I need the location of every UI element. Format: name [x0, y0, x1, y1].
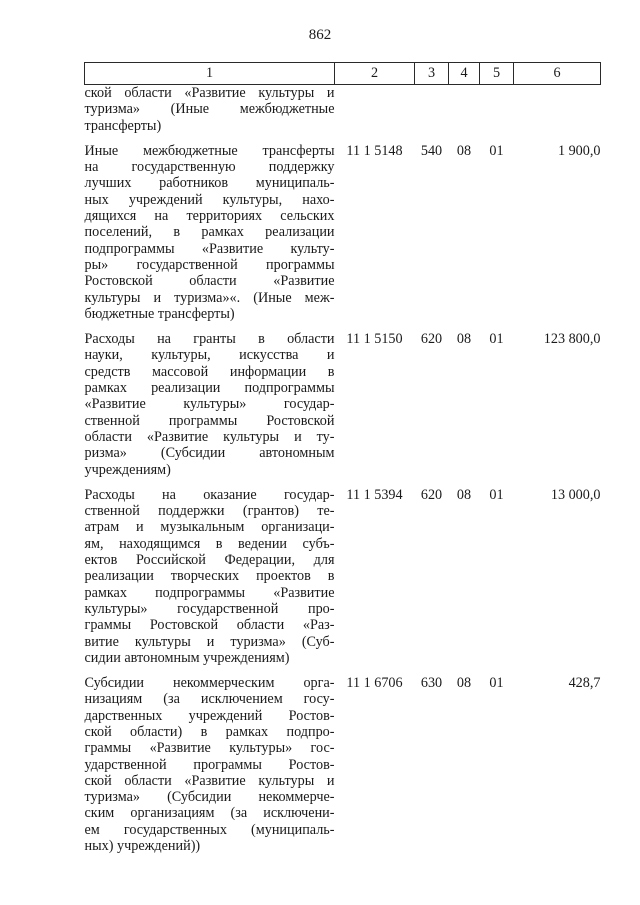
description-line: ных учреждений культуры, нахо- — [84, 191, 335, 208]
description-line: трансферты) — [84, 117, 162, 134]
description-line: дящихся на территориях сельских — [84, 208, 335, 225]
expense-description — [85, 134, 335, 322]
description-line: атрам и музыкальным организаци- — [84, 519, 335, 536]
expense-description — [85, 85, 335, 134]
expense-type-code: 620 — [420, 486, 443, 503]
table-row — [85, 666, 601, 854]
description-line: реализации творческих проектов в — [84, 568, 335, 585]
description-line: культуры» государственной про- — [84, 600, 335, 617]
target-article-code: 11 1 5150 — [346, 331, 403, 348]
amount-value: 123 800,0 — [543, 331, 601, 348]
description-line: ственной программы Ростовской — [84, 412, 335, 429]
expense-description — [85, 478, 335, 666]
description-line: ризма» (Субсидии автономным — [84, 445, 335, 462]
column-header-3: 3 — [415, 63, 449, 85]
description-line: сидии автономным учреждениям) — [84, 649, 290, 666]
table-row — [85, 134, 601, 322]
description-line: ных) учреждений)) — [84, 838, 201, 855]
table-row — [85, 322, 601, 478]
column-header-row — [85, 63, 601, 85]
description-line: граммы Ростовской области «Раз- — [84, 617, 335, 634]
target-article-code: 11 1 5148 — [346, 142, 403, 159]
subsection-code: 01 — [489, 486, 504, 503]
description-line: рамках реализации подпрограммы — [84, 380, 335, 397]
description-line: ской области «Развитие культуры и — [84, 85, 335, 101]
description-line: области «Развитие культуры и ту- — [84, 428, 335, 445]
section-code — [449, 85, 480, 134]
description-line: культуры и туризма»«. (Иные меж- — [84, 289, 335, 306]
description-line: Субсидии некоммерческим орга- — [84, 675, 335, 692]
description-line: ской области) в рамках подпро- — [84, 723, 335, 740]
expense-type-code — [415, 85, 449, 134]
subsection-code: 01 — [489, 142, 504, 159]
description-line: ям, находящимся в ведении субъ- — [84, 535, 335, 552]
description-line: туризма» (Иные межбюджетные — [84, 101, 335, 118]
description-line: Иные межбюджетные трансферты — [84, 142, 335, 159]
expense-description — [85, 666, 335, 854]
description-line: ем государственных (муниципаль- — [84, 821, 335, 838]
column-header-4: 4 — [449, 63, 480, 85]
expense-type-code: 540 — [420, 142, 443, 159]
amount-value: 13 000,0 — [550, 486, 601, 503]
description-line: Расходы на оказание государ- — [84, 486, 335, 503]
description-line: бюджетные трансферты) — [84, 305, 235, 322]
description-line: туризма» (Субсидии некоммерче- — [84, 789, 335, 806]
description-line: на государственную поддержку — [84, 159, 335, 176]
subsection-code — [480, 85, 514, 134]
description-line: рамках подпрограммы «Развитие — [84, 584, 335, 601]
description-line: науки, культуры, искусства и — [84, 347, 335, 364]
description-line: ектов Российской Федерации, для — [84, 552, 335, 569]
description-line: ской области «Развитие культуры и — [84, 772, 335, 789]
description-line: лучших работников муниципаль- — [84, 175, 335, 192]
column-header-6: 6 — [514, 63, 601, 85]
description-line: ударственной программы Ростов- — [84, 756, 335, 773]
expense-type-code: 620 — [420, 331, 443, 348]
description-line: ским организациям (за исключени- — [84, 805, 335, 822]
amount-value: 1 900,0 — [557, 142, 601, 159]
description-line: подпрограммы «Развитие культу- — [84, 240, 335, 257]
column-header-2: 2 — [335, 63, 415, 85]
description-line: Ростовской области «Развитие — [84, 273, 335, 290]
target-article-code: 11 1 5394 — [346, 486, 403, 503]
table-row — [85, 85, 601, 134]
description-line: витие культуры и туризма» (Суб- — [84, 633, 335, 650]
page-number: 862 — [308, 27, 332, 43]
description-line: ры» государственной программы — [84, 256, 335, 273]
description-line: низациям (за исключением госу- — [84, 691, 335, 708]
description-line: средств массовой информации в — [84, 363, 335, 380]
expense-description — [85, 322, 335, 478]
amount-value: 428,7 — [568, 675, 601, 692]
description-line: граммы «Развитие культуры» гос- — [84, 740, 335, 757]
table-row — [85, 478, 601, 666]
target-article-code — [335, 85, 415, 134]
description-line: дарственных учреждений Ростов- — [84, 707, 335, 724]
description-line: ственной поддержки (грантов) те- — [84, 503, 335, 520]
description-line: Расходы на гранты в области — [84, 331, 335, 348]
description-line: поселений, в рамках реализации — [84, 224, 335, 241]
description-line: учреждениям) — [84, 461, 171, 478]
section-code: 08 — [456, 142, 472, 159]
section-code: 08 — [456, 331, 472, 348]
description-line: «Развитие культуры» государ- — [84, 396, 335, 413]
subsection-code: 01 — [489, 675, 504, 692]
amount-value — [514, 85, 601, 134]
column-header-5: 5 — [480, 63, 514, 85]
expense-type-code: 630 — [420, 675, 443, 692]
target-article-code: 11 1 6706 — [346, 675, 403, 692]
section-code: 08 — [456, 486, 472, 503]
section-code: 08 — [456, 675, 472, 692]
subsection-code: 01 — [489, 331, 504, 348]
budget-table — [84, 62, 601, 854]
column-header-1: 1 — [85, 63, 335, 85]
